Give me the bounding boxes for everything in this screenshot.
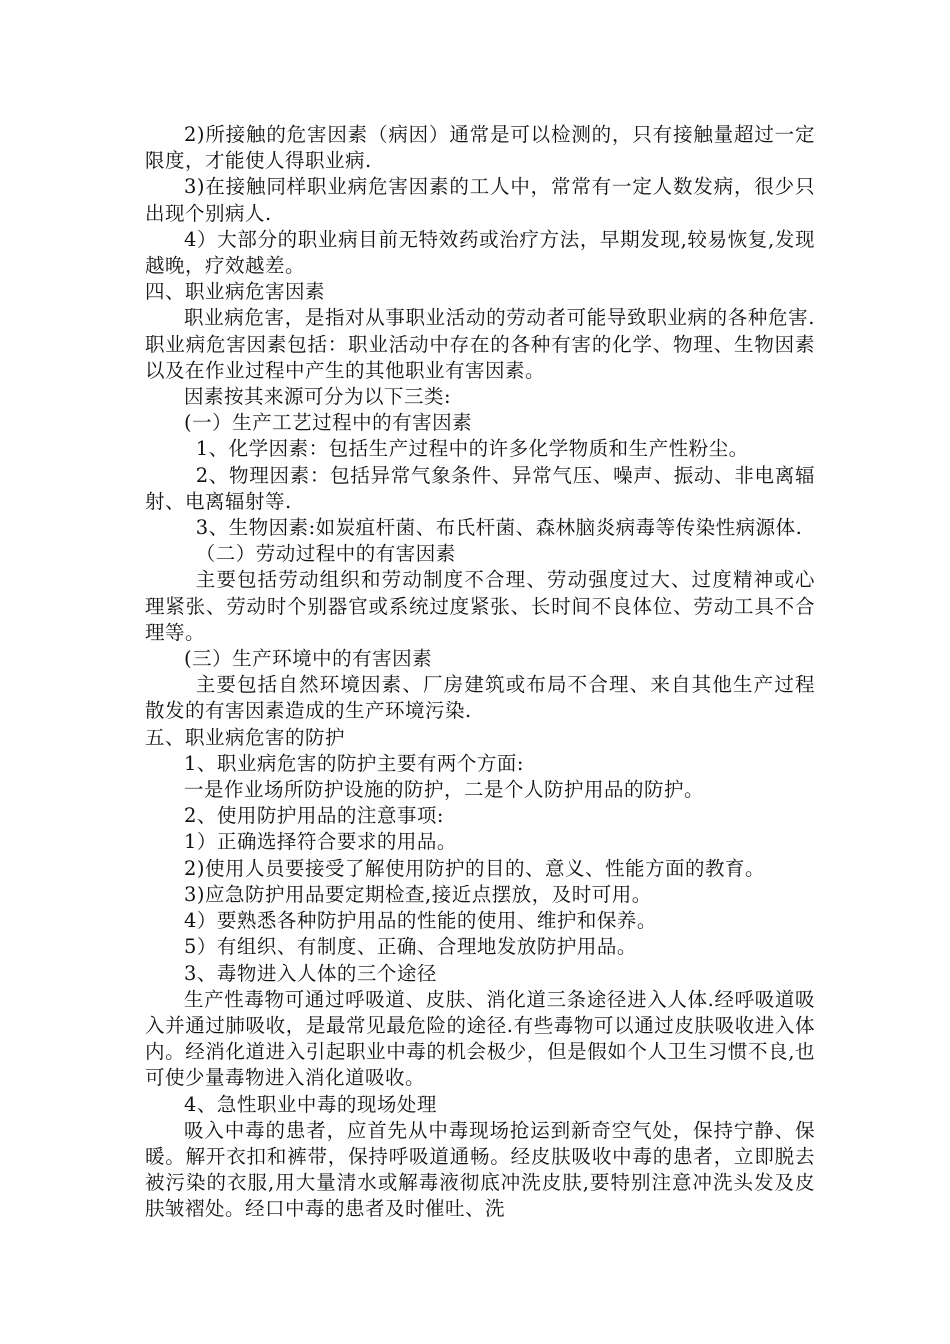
subsection-heading: （二）劳动过程中的有害因素: [195, 542, 456, 566]
paragraph: 4）要熟悉各种防护用品的性能的使用、维护和保养。: [184, 909, 657, 933]
paragraph: 吸入中毒的患者，应首先从中毒现场抢运到新奇空气处，保持宁静、保暖。解开衣扣和裤带，保持呼吸道通畅。经皮肤吸收中毒的患者，立即脱去被污染的衣服,用大量清水或解毒液彻底冲洗皮肤,要特别注意冲洗头发及皮肤皱褶处。经口中毒的患者及时催吐、洗: [145, 1118, 815, 1221]
paragraph: 生产性毒物可通过呼吸道、皮肤、消化道三条途径进入人体.经呼吸道吸入并通过肺吸收，是最常见最危险的途径.有些毒物可以通过皮肤吸收进入体内。经消化道进入引起职业中毒的机会极少，但是假如个人卫生习惯不良,也可使少量毒物进入消化道吸收。: [145, 987, 815, 1090]
section-heading: 四、职业病危害因素: [145, 280, 326, 304]
document-body: [145, 122, 815, 1223]
paragraph: 3)应急防护用品要定期检查,接近点摆放，及时可用。: [184, 882, 652, 906]
paragraph: 主要包括自然环境因素、厂房建筑或布局不合理、来自其他生产过程散发的有害因素造成的生产环境污染.: [145, 673, 815, 723]
paragraph: 因素按其来源可分为以下三类:: [184, 385, 452, 409]
paragraph: 4、急性职业中毒的现场处理: [184, 1092, 437, 1116]
subsection-heading: (三）生产环境中的有害因素: [184, 647, 433, 671]
paragraph: 1、化学因素：包括生产过程中的许多化学物质和生产性粉尘。: [195, 437, 749, 461]
paragraph: 2)使用人员要接受了解使用防护的目的、意义、性能方面的教育。: [184, 856, 766, 880]
paragraph: 5）有组织、有制度、正确、合理地发放防护用品。: [184, 935, 637, 959]
paragraph: 4）大部分的职业病目前无特效药或治疗方法，早期发现,较易恢复,发现越晚，疗效越差。: [145, 227, 815, 278]
paragraph: 1）正确选择符合要求的用品。: [184, 830, 457, 854]
paragraph: 一是作业场所防护设施的防护，二是个人防护用品的防护。: [184, 778, 705, 802]
paragraph: 1、职业病危害的防护主要有两个方面:: [184, 751, 524, 775]
paragraph: 3、生物因素:如炭疽杆菌、布氏杆菌、森林脑炎病毒等传染性病源体.: [195, 516, 803, 540]
subsection-heading: (一）生产工艺过程中的有害因素: [184, 411, 473, 435]
paragraph: 职业病危害，是指对从事职业活动的劳动者可能导致职业病的各种危害.职业病危害因素包括：职业活动中存在的各种有害的化学、物理、生物因素以及在作业过程中产生的其他职业有害因素。: [145, 306, 815, 382]
paragraph: 3)在接触同样职业病危害因素的工人中，常常有一定人数发病，很少只出现个别病人.: [145, 175, 815, 225]
paragraph: 2、使用防护用品的注意事项:: [184, 804, 444, 828]
paragraph: 3、毒物进入人体的三个途径: [184, 961, 437, 985]
paragraph: 2)所接触的危害因素（病因）通常是可以检测的，只有接触量超过一定限度，才能使人得职业病.: [145, 123, 815, 173]
section-heading: 五、职业病危害的防护: [145, 725, 346, 749]
paragraph: 2、物理因素：包括异常气象条件、异常气压、噪声、振动、非电离辐射、电离辐射等.: [145, 463, 815, 513]
paragraph: 主要包括劳动组织和劳动制度不合理、劳动强度过大、过度精神或心理紧张、劳动时个别器官或系统过度紧张、长时间不良体位、劳动工具不合理等。: [145, 568, 815, 644]
